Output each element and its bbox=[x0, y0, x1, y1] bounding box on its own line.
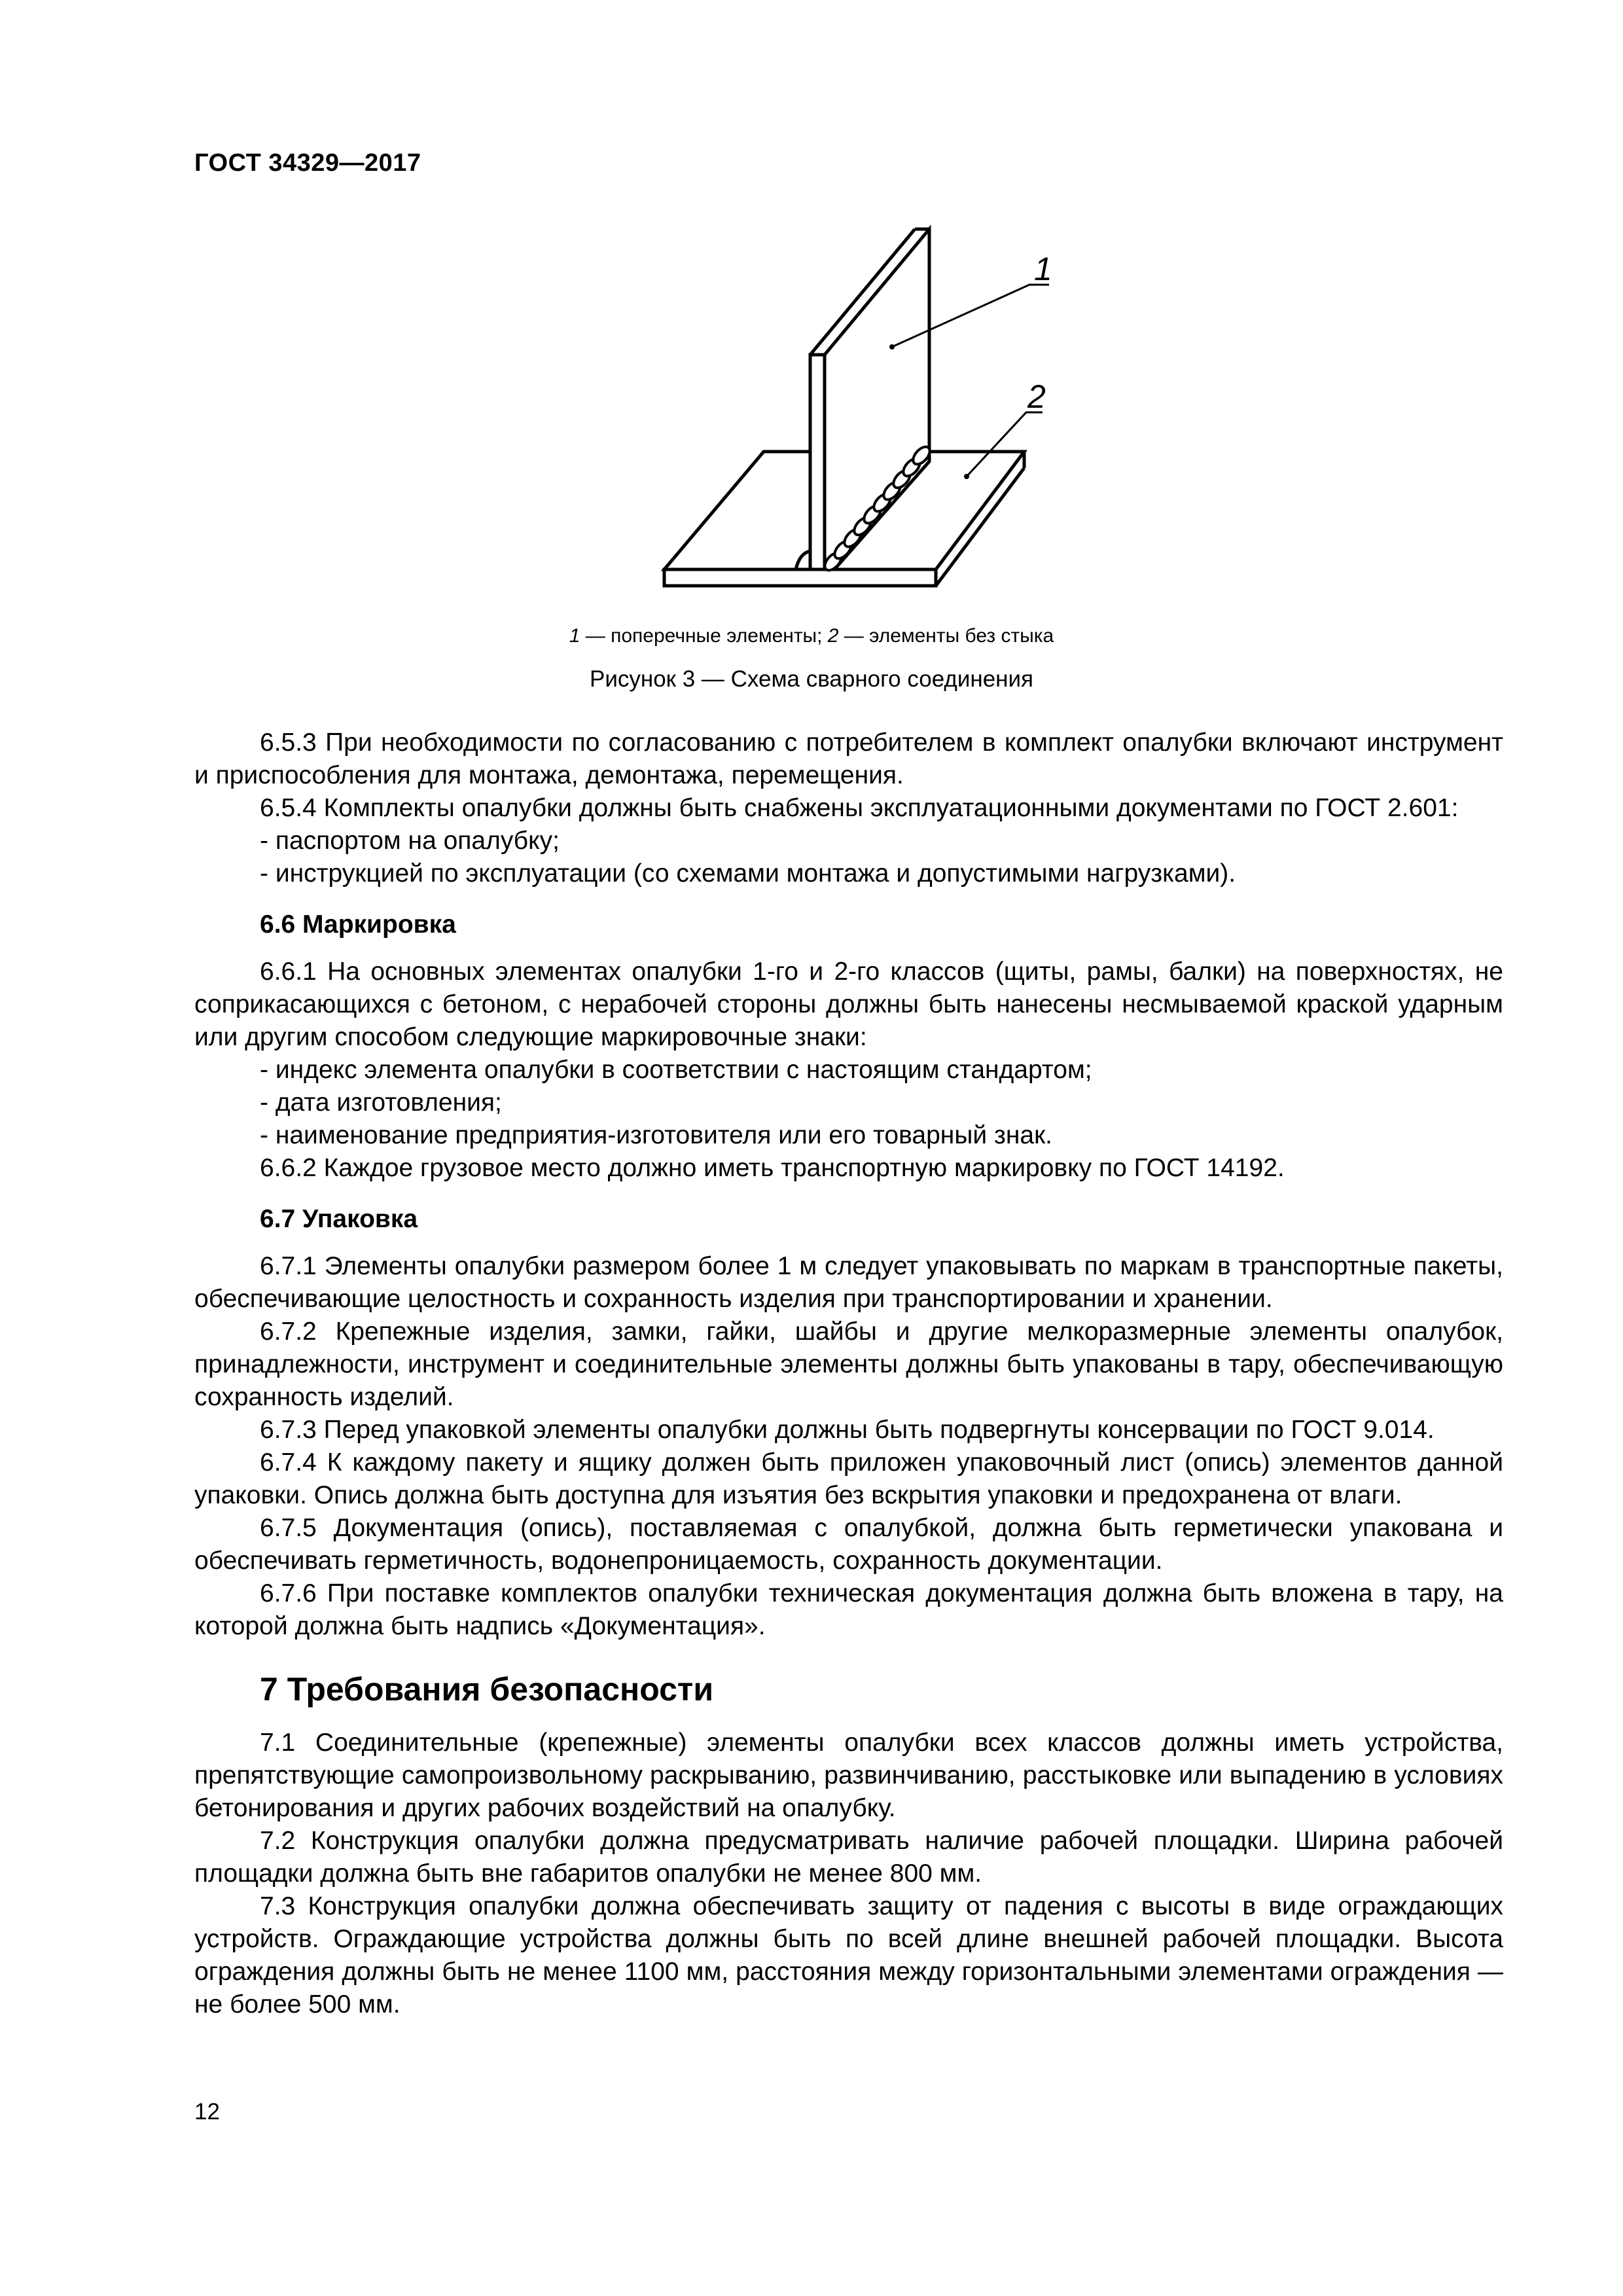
leader-dot-1 bbox=[889, 344, 895, 350]
base-plate-front bbox=[664, 569, 936, 586]
legend-text-1: — поперечные элементы; bbox=[580, 625, 828, 647]
list-item: - индекс элемента опалубки в соответствии с настоящим стандартом; bbox=[260, 1056, 1092, 1084]
figure-caption: Рисунок 3 — Схема сварного соединения bbox=[589, 666, 1033, 692]
list-item: - паспортом на опалубку; bbox=[260, 827, 560, 855]
paragraph-7-3: 7.3 Конструкция опалубки должна обеспечивать защиту от падения с высоты в виде ограждающих устройств. Ограждающие устройства должны быть по всей длине внешней рабочей площадки. Высота ограждения должны быть не менее 1100 мм, расстояния между горизонтальными элементами ограждения — не более 500 мм. bbox=[194, 1892, 1503, 2018]
list-item: - наименование предприятия-изготовителя или его товарный знак. bbox=[260, 1121, 1052, 1149]
paragraph-6-7-1: 6.7.1 Элементы опалубки размером более 1 м следует упаковывать по маркам в транспортные пакеты, обеспечивающие целостность и сохранность изделия при транспортировании и хранении. bbox=[194, 1252, 1503, 1313]
legend-num-1: 1 bbox=[569, 625, 580, 647]
weld-joint-drawing bbox=[589, 216, 1113, 622]
paragraph-6-7-5: 6.7.5 Документация (опись), поставляемая с опалубкой, должна быть герметически упакована и обеспечивать герметичность, водонепроницаемость, сохранность документации. bbox=[194, 1514, 1503, 1575]
section-heading-6-7: 6.7 Упаковка bbox=[260, 1205, 418, 1233]
paragraph-6-5-3: 6.5.3 При необходимости по согласованию с потребителем в комплект опалубки включают инструмент и приспособления для монтажа, демонтажа, перемещения. bbox=[194, 728, 1503, 789]
chapter-heading-7: 7 Требования безопасности bbox=[260, 1671, 714, 1708]
label-2: 2 bbox=[1027, 378, 1046, 415]
paragraph-6-7-4: 6.7.4 К каждому пакету и ящику должен быть приложен упаковочный лист (опись) элементов данной упаковки. Опись должна быть доступна для изъятия без вскрытия упаковки и предохранена от влаги. bbox=[194, 1448, 1503, 1509]
paragraph-6-7-2: 6.7.2 Крепежные изделия, замки, гайки, шайбы и другие мелкоразмерные элементы опалубок, принадлежности, инструмент и соединительные элементы должны быть упакованы в тару, обеспечивающую сохранность изделий. bbox=[194, 1318, 1503, 1411]
paragraph-6-7-6: 6.7.6 При поставке комплектов опалубки техническая документация должна быть вложена в тару, на которой должна быть надпись «Документация». bbox=[194, 1579, 1503, 1640]
paragraph-6-5-4: 6.5.4 Комплекты опалубки должны быть снабжены эксплуатационными документами по ГОСТ 2.601: bbox=[260, 794, 1459, 822]
document-header: ГОСТ 34329—2017 bbox=[194, 149, 421, 177]
vertical-plate-front bbox=[810, 355, 825, 569]
paragraph-7-2: 7.2 Конструкция опалубки должна предусматривать наличие рабочей площадки. Ширина рабочей площадки должна быть вне габаритов опалубки не менее 800 мм. bbox=[194, 1827, 1503, 1888]
weld-joint-diagram bbox=[589, 216, 1113, 622]
paragraph-6-7-3: 6.7.3 Перед упаковкой элементы опалубки должны быть подвергнуты консервации по ГОСТ 9.014. bbox=[260, 1416, 1435, 1444]
leader-dot-2 bbox=[964, 474, 969, 479]
document-body bbox=[194, 726, 1503, 2021]
legend-text-2: — элементы без стыка bbox=[838, 625, 1054, 647]
paragraph-6-6-1: 6.6.1 На основных элементах опалубки 1-го и 2-го классов (щиты, рамы, балки) на поверхностях, не соприкасающихся с бетоном, с нерабочей стороны должны быть нанесены несмываемой краской ударным или другим способом следующие маркировочные знаки: bbox=[194, 958, 1503, 1051]
label-1: 1 bbox=[1034, 251, 1052, 287]
page-number: 12 bbox=[194, 2099, 220, 2125]
paragraph-7-1: 7.1 Соединительные (крепежные) элементы опалубки всех классов должны иметь устройства, препятствующие самопроизвольному раскрыванию, развинчиванию, расстыковке или выпадению в условиях бетонирования и других рабочих воздействий на опалубку. bbox=[194, 1729, 1503, 1822]
section-heading-6-6: 6.6 Маркировка bbox=[260, 910, 456, 939]
paragraph-6-6-2: 6.6.2 Каждое грузовое место должно иметь транспортную маркировку по ГОСТ 14192. bbox=[260, 1154, 1285, 1182]
legend-num-2: 2 bbox=[827, 625, 839, 647]
list-item: - инструкцией по эксплуатации (со схемами монтажа и допустимыми нагрузками). bbox=[260, 859, 1236, 888]
list-item: - дата изготовления; bbox=[260, 1088, 502, 1117]
figure-legend bbox=[0, 625, 1623, 647]
